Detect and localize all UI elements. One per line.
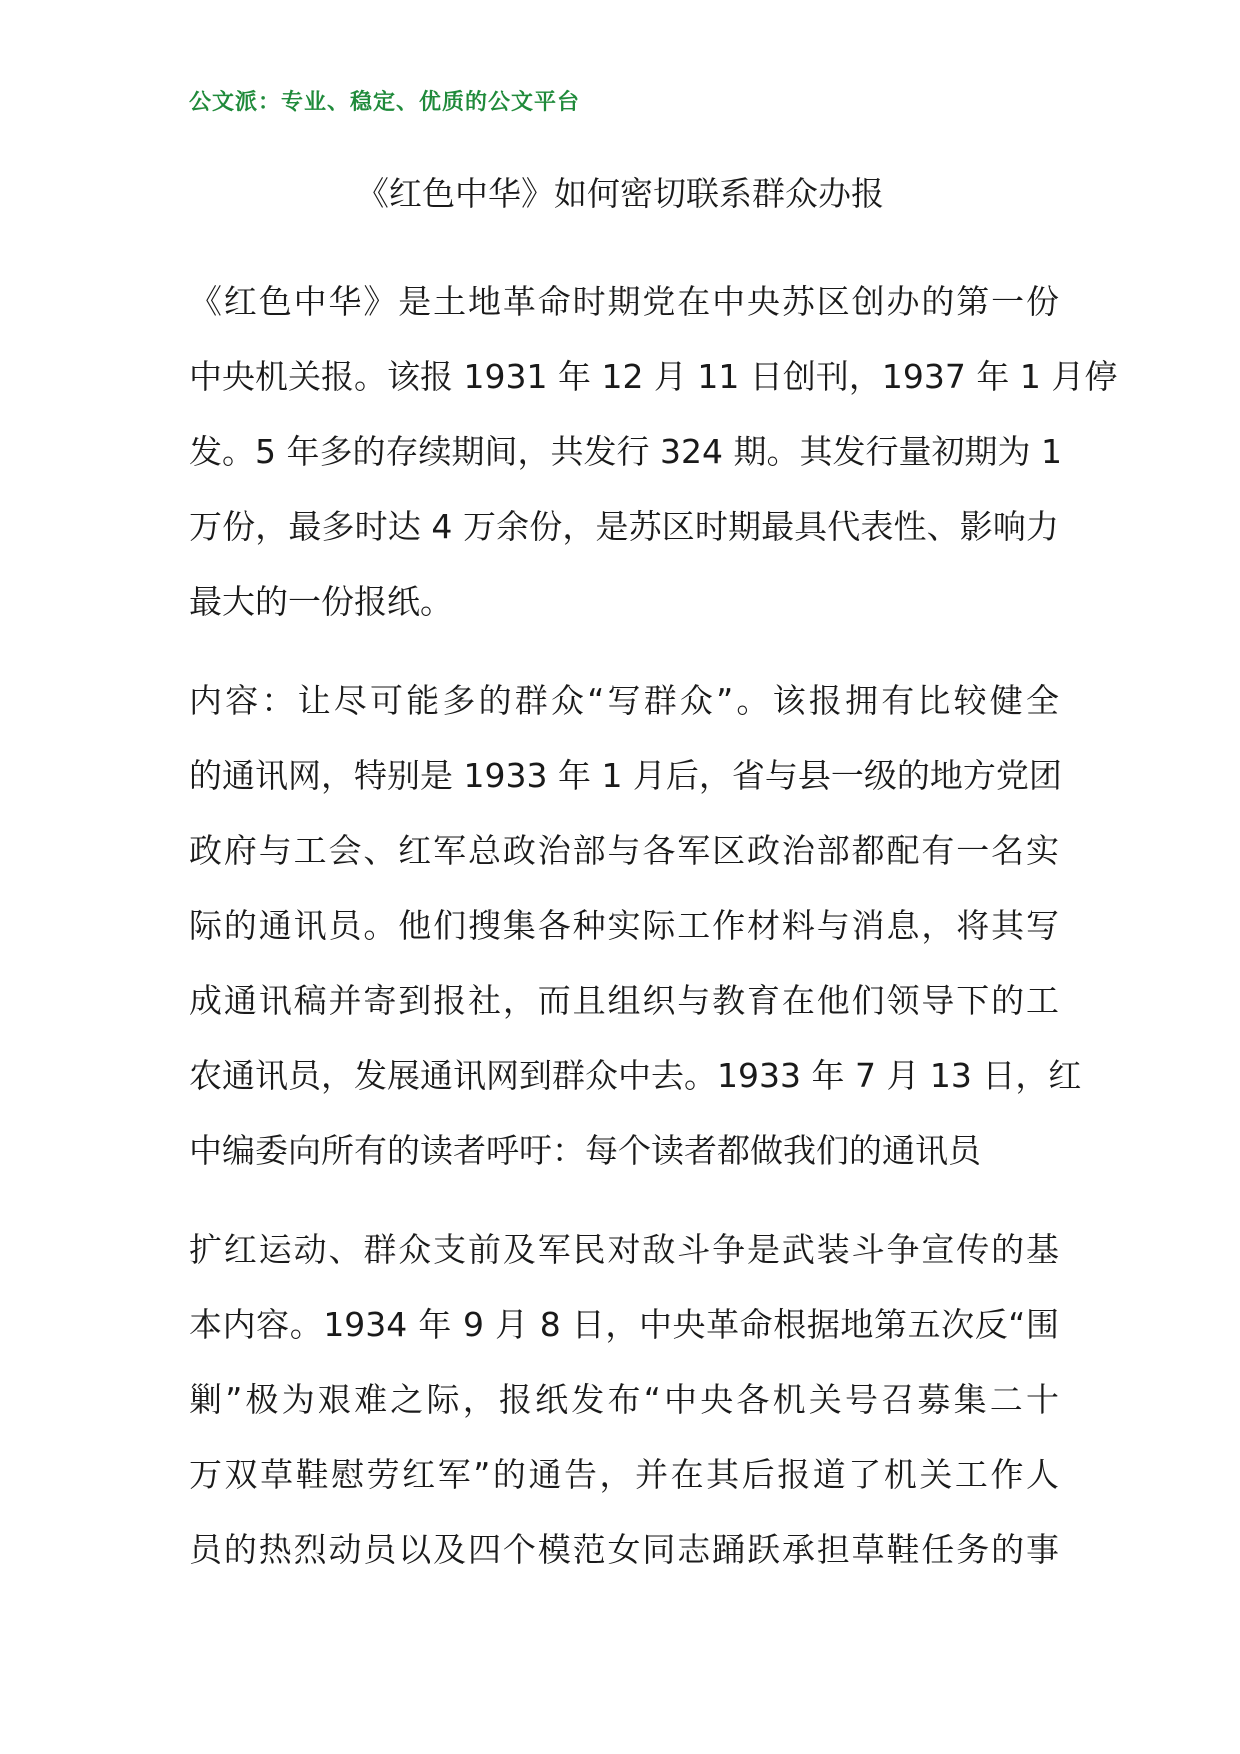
text-line: 内容：让尽可能多的群众“写群众”。该报拥有比较健全 xyxy=(189,681,1059,720)
text-line: 的通讯网，特别是 1933 年 1 月后，省与县一级的地方党团 xyxy=(189,756,1062,795)
text-line: 剿”极为艰难之际，报纸发布“中央各机关号召募集二十 xyxy=(189,1380,1059,1419)
paragraph-content xyxy=(189,663,1082,1188)
text-line: 扩红运动、群众支前及军民对敌斗争是武装斗争宣传的基 xyxy=(189,1230,1059,1269)
text-line: 万双草鞋慰劳红军”的通告，并在其后报道了机关工作人 xyxy=(189,1455,1059,1494)
text-line: 中央机关报。该报 1931 年 12 月 11 日创刊，1937 年 1 月停 xyxy=(189,357,1118,396)
text-line: 际的通讯员。他们搜集各种实际工作材料与消息，将其写 xyxy=(189,906,1059,945)
text-line: 农通讯员，发展通讯网到群众中去。1933 年 7 月 13 日，红 xyxy=(189,1056,1082,1095)
text-line: 员的热烈动员以及四个模范女同志踊跃承担草鞋任务的事 xyxy=(189,1530,1059,1569)
header-tagline: 公文派：专业、稳定、优质的公文平台 xyxy=(189,90,581,115)
text-line: 发。5 年多的存续期间，共发行 324 期。其发行量初期为 1 xyxy=(189,432,1062,471)
text-line: 最大的一份报纸。 xyxy=(189,582,453,621)
text-line: 本内容。1934 年 9 月 8 日，中央革命根据地第五次反“围 xyxy=(189,1305,1059,1344)
text-line: 政府与工会、红军总政治部与各军区政治部都配有一名实 xyxy=(189,831,1059,870)
document-body xyxy=(189,264,1118,1611)
text-line: 成通讯稿并寄到报社，而且组织与教育在他们领导下的工 xyxy=(189,981,1059,1020)
text-line: 中编委向所有的读者呼吁：每个读者都做我们的通讯员 xyxy=(189,1131,981,1170)
paragraph-armed-struggle xyxy=(189,1212,1059,1587)
document-title: 《红色中华》如何密切联系群众办报 xyxy=(356,174,884,213)
paragraph-intro xyxy=(189,264,1118,639)
text-line: 《红色中华》是土地革命时期党在中央苏区创办的第一份 xyxy=(189,282,1059,321)
text-line: 万份，最多时达 4 万余份，是苏区时期最具代表性、影响力 xyxy=(189,507,1059,546)
